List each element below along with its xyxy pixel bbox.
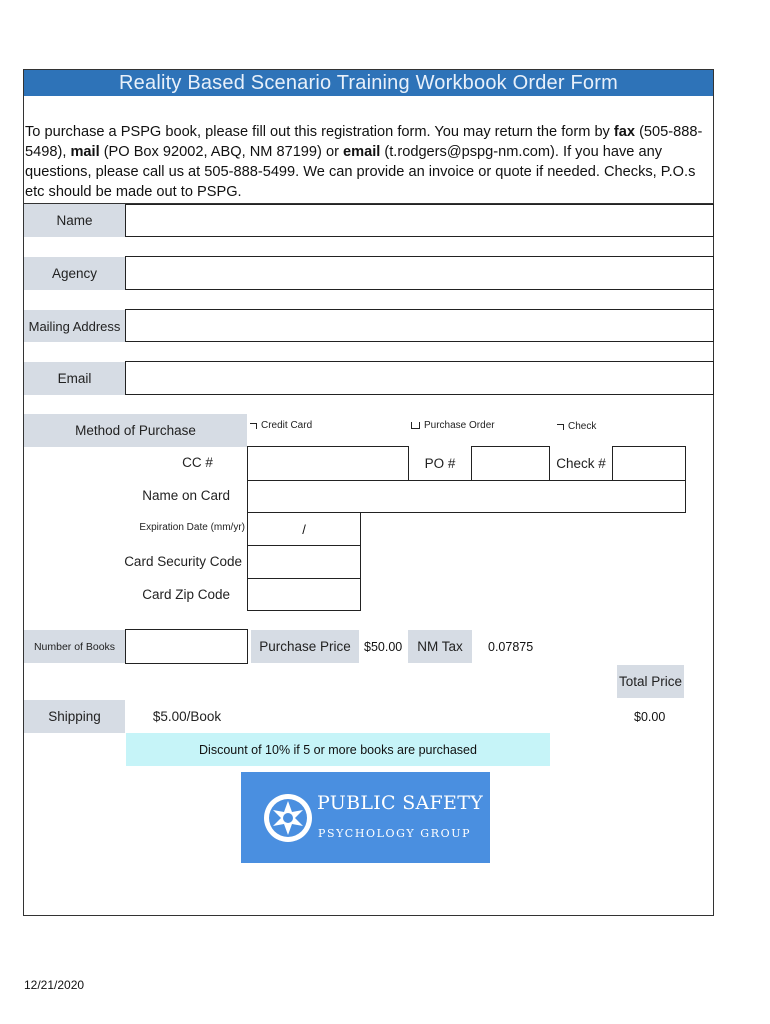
email-label: Email: [24, 362, 125, 395]
pspg-logo: [241, 772, 490, 863]
mailing-address-input[interactable]: [125, 309, 714, 342]
discount-note: Discount of 10% if 5 or more books are purchased: [126, 733, 550, 766]
number-of-books-label: Number of Books: [24, 630, 125, 663]
agency-label: Agency: [24, 257, 125, 290]
intro-paragraph: To purchase a PSPG book, please fill out this registration form. You may return the form by fax (505-888-5498), mail (PO Box 92002, ABQ, NM 87199) or email (t.rodgers@pspg-nm.com). If you have any questions, please call us at 505-888-5499. We can provide an invoice or quote if needed. Checks, P.O.s etc should be made out to PSPG.: [25, 124, 703, 200]
name-on-card-label: Name on Card: [142, 488, 230, 503]
zip-code-label: Card Zip Code: [142, 587, 230, 602]
email-input[interactable]: [125, 361, 714, 395]
security-code-label: Card Security Code: [124, 554, 242, 569]
method-of-purchase-label: Method of Purchase: [24, 414, 247, 447]
check-label: Check #: [550, 447, 612, 480]
star-badge-icon: [262, 792, 314, 844]
name-input[interactable]: [125, 204, 714, 237]
zip-code-input[interactable]: [247, 578, 361, 611]
cc-input[interactable]: [247, 446, 409, 481]
security-code-input[interactable]: [247, 545, 361, 579]
number-of-books-input[interactable]: [125, 629, 248, 664]
mail-label: mail: [70, 144, 100, 160]
total-price-value: $0.00: [634, 710, 666, 724]
purchase-price-value: $50.00: [364, 640, 403, 654]
credit-card-option[interactable]: Credit Card: [250, 420, 312, 431]
total-price-label: Total Price: [617, 665, 684, 698]
fax-label: fax: [613, 124, 636, 140]
po-label: PO #: [409, 447, 471, 480]
footer-date: 12/21/2020: [24, 978, 85, 992]
check-input[interactable]: [612, 446, 686, 481]
logo-line2: PSYCHOLOGY GROUP: [318, 827, 472, 840]
expiration-label: Expiration Date (mm/yr): [139, 522, 245, 533]
logo-line1: PUBLIC SAFETY: [317, 792, 484, 814]
purchase-order-option[interactable]: Purchase Order: [411, 420, 495, 431]
form-title: Reality Based Scenario Training Workbook Order Form: [24, 70, 713, 96]
checkbox-icon[interactable]: [557, 424, 564, 430]
checkbox-icon[interactable]: [411, 422, 420, 429]
agency-input[interactable]: [125, 256, 714, 290]
check-option[interactable]: Check: [557, 421, 596, 432]
nm-tax-value: 0.07875: [488, 640, 534, 654]
name-label: Name: [24, 204, 125, 237]
expiration-input[interactable]: /: [247, 512, 361, 546]
cc-label: CC #: [182, 455, 213, 470]
mailing-address-label: Mailing Address: [24, 310, 125, 342]
email-label: email: [343, 144, 381, 160]
name-on-card-input[interactable]: [247, 480, 686, 513]
shipping-label: Shipping: [24, 700, 125, 733]
shipping-value: $5.00/Book: [125, 700, 249, 733]
purchase-price-label: Purchase Price: [251, 630, 359, 663]
po-input[interactable]: [471, 446, 550, 481]
nm-tax-label: NM Tax: [408, 630, 472, 663]
checkbox-icon[interactable]: [250, 423, 257, 429]
